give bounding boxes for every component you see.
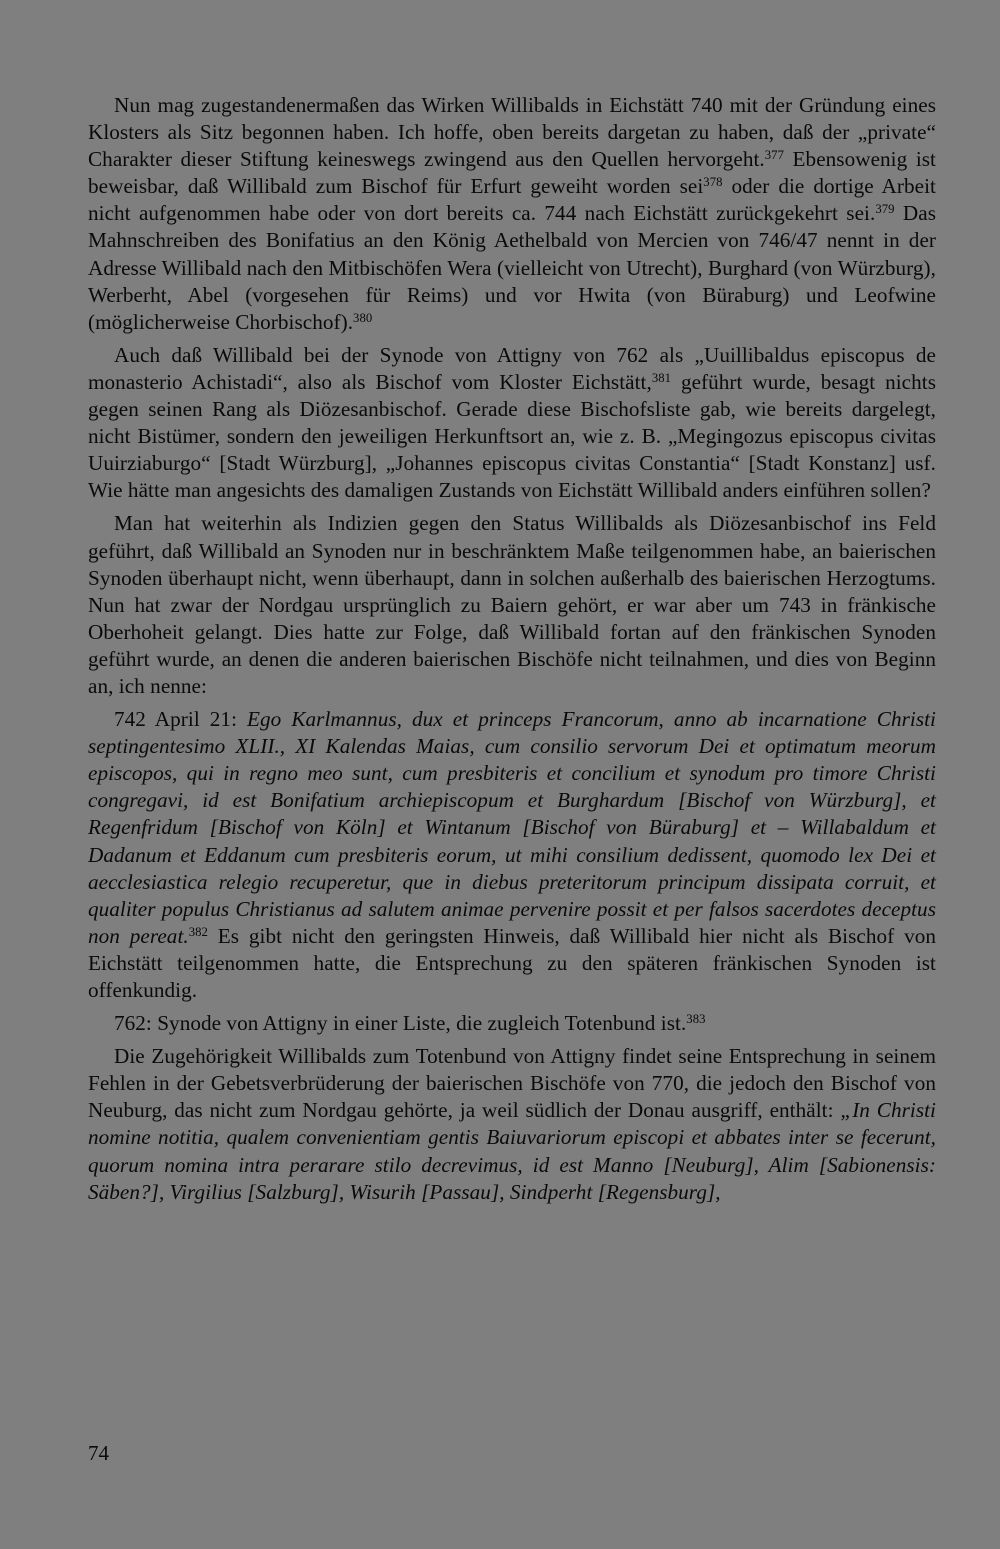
paragraph [88, 510, 936, 700]
text-run: Die Zugehörigkeit Willibalds zum Totenbund von Attigny findet seine Entsprechung in seinem Fehlen in der Gebetsverbrüderung der baierischen Bischöfe von 770, die jedoch den Bischof von Neuburg, das nicht zum Nordgau gehörte, ja weil südlich der Donau ausgriff, enthält: [88, 1044, 936, 1123]
text-run: Man hat weiterhin als Indizien gegen den Status Willibalds als Diözesanbischof ins Feld geführt, daß Willibald an Synoden nur in beschränktem Maße teilgenommen habe, an baierischen Synoden überhaupt nicht, wenn überhaupt, dann in solchen außerhalb des baierischen Herzogtums. Nun hat zwar der Nordgau ursprünglich zu Baiern gehört, er war aber um 743 in fränkische Oberhoheit gelangt. Dies hatte zur Folge, daß Willibald fortan auf den fränkischen Synoden geführt wurde, an denen die anderen baierischen Bischöfe nicht teilnahmen, und dies von Beginn an, ich nenne: [88, 511, 936, 698]
page-number: 74 [88, 1441, 109, 1465]
text-run: Ebensowenig ist beweisbar, daß Willibald zum Bischof für Erfurt geweiht worden sei [88, 147, 936, 199]
footnote-mark: 380 [353, 310, 373, 325]
paragraph [88, 1043, 936, 1206]
paragraph [88, 92, 936, 336]
latin-quotation: Ego Karlmannus, dux et princeps Francorum, anno ab incarnatione Christi septingentesimo XLII., XI Kalendas Maias, cum consilio servorum Dei et optimatum meorum episcopos, qui in regno meo sunt, cum presbiteris et concilium et synodum pro timore Christi congregavi, id est Bonifatium archiepiscopum et Burghardum [Bischof von Würzburg], et Regenfridum [Bischof von Köln] et Wintanum [Bischof von Büraburg] et – Willabaldum et Dadanum et Eddanum cum presbiteris eorum, ut mihi consilium dedissent, quomodo lex Dei et aecclesiastica relegio recuperetur, que in diebus preteritorum principum dissipata corruit, et qualiter populus Christianus ad salutem animae pervenire possit et per falsos sacerdotes deceptus non pereat. [88, 707, 936, 948]
footnote-mark: 378 [703, 175, 723, 190]
footnote-mark: 379 [875, 202, 895, 217]
text-run: geführt wurde, besagt nichts gegen seinen Rang als Diözesanbischof. Gerade diese Bischofsliste gab, wie bereits dargelegt, nicht Bistümer, sondern den jeweiligen Herkunftsort an, wie z. B. „Megingozus episcopus civitas Uuirziaburgo“ [Stadt Würzburg], „Johannes episcopus civitas Constantia“ [Stadt Konstanz] usf. Wie hätte man angesichts des damaligen Zustands von Eichstätt Willibald anders einführen sollen? [88, 369, 936, 503]
text-run: 742 April 21: [114, 707, 248, 732]
text-run: Es gibt nicht den geringsten Hinweis, daß Willibald hier nicht als Bischof von Eichstätt teilgenommen hatte, die Entsprechung zu den späteren fränkischen Synoden ist offenkundig. [88, 923, 937, 1002]
footnote-mark: 382 [188, 924, 208, 939]
text-run: oder die dortige Arbeit nicht aufgenommen habe oder von dort bereits ca. 744 nach Eichstätt zurückgekehrt sei. [88, 174, 936, 226]
text-run: Das Mahnschreiben des Bonifatius an den König Aethelbald von Mercien von 746/47 nennt in der Adresse Willibald nach den Mitbischöfen Wera (vielleicht von Utrecht), Burghard (von Würzburg), Werberht, Abel (vorgesehen für Reims) und vor Hwita (von Büraburg) und Leofwine (möglicherweise Chorbischof). [88, 201, 936, 334]
body-text [88, 92, 936, 1206]
latin-quotation: „In Christi nomine notitia, qualem convenientiam gentis Baiuvariorum episcopi et abbates inter se fecerunt, quorum nomina intra perarare stilo decrevimus, id est Manno [Neuburg], Alim [Sabionensis: Säben?], Virgilius [Salzburg], Wisurih [Passau], Sindperht [Regensburg], [88, 1098, 936, 1204]
paragraph [88, 342, 936, 505]
paragraph [88, 1010, 936, 1037]
text-run: Auch daß Willibald bei der Synode von Attigny von 762 als „Uuillibaldus episcopus de monasterio Achistadi“, also als Bischof vom Kloster Eichstätt, [88, 342, 936, 394]
text-run: Nun mag zugestandenermaßen das Wirken Willibalds in Eichstätt 740 mit der Gründung eines Klosters als Sitz begonnen haben. Ich hoffe, oben bereits dargetan zu haben, daß der „private“ Charakter dieser Stiftung keineswegs zwingend aus den Quellen hervorgeht. [88, 93, 936, 172]
paragraph [88, 706, 936, 1004]
footnote-mark: 383 [686, 1012, 706, 1027]
footnote-mark: 377 [764, 148, 784, 163]
text-run: 762: Synode von Attigny in einer Liste, die zugleich Totenbund ist. [114, 1011, 687, 1036]
footnote-mark: 381 [651, 370, 672, 385]
